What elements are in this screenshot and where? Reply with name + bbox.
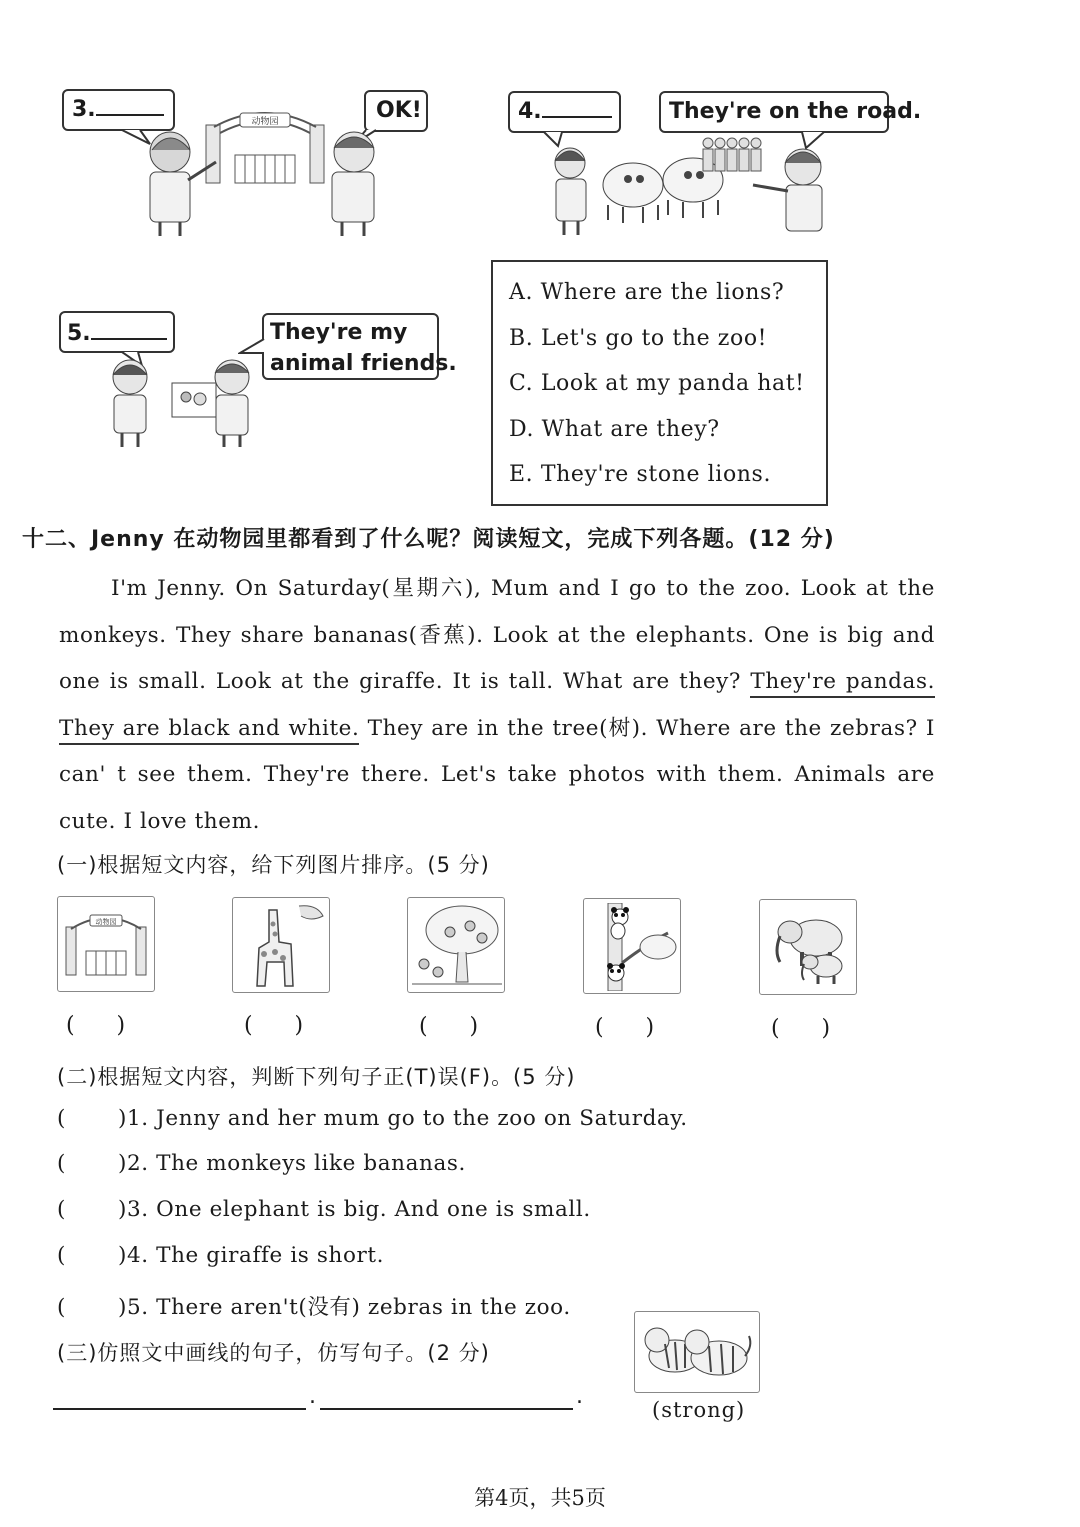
rewrite-blank-1[interactable] [53, 1408, 306, 1410]
page-footer: 第4页，共5页 [474, 1486, 606, 1510]
part-3-title: (三)仿照文中画线的句子，仿写句子。(2 分) [57, 1341, 490, 1365]
passage-line-6: cute. I love them. [59, 808, 261, 834]
option-c: C. Look at my panda hat! [509, 371, 805, 396]
option-a: A. Where are the lions? [509, 280, 785, 305]
pandas-in-tree-icon [588, 903, 678, 991]
tf-item-3[interactable]: ( )3. One elephant is big. And one is small. [57, 1197, 591, 1222]
picture-giraffe [232, 897, 330, 993]
boy-illustration [318, 128, 388, 238]
monkeys-in-tree-icon [412, 902, 502, 990]
dialogue-3-answer-blank[interactable] [96, 114, 164, 116]
passage-line-4-text: They are in the tree(树). Where are the zebras? I [359, 715, 935, 741]
children-with-animal-picture-illustration [100, 355, 260, 450]
dialogue-4-number: 4. [518, 99, 542, 124]
tf-item-4[interactable]: ( )4. The giraffe is short. [57, 1243, 385, 1268]
giraffe-icon [239, 902, 325, 990]
tf-item-5[interactable]: ( )5. There aren't(没有) zebras in the zoo. [57, 1295, 571, 1320]
passage-line-2: monkeys. They share bananas(香蕉). Look at the elephants. One is big and [59, 622, 935, 648]
rewrite-period-2: . [576, 1384, 583, 1409]
dialogue-4-reply-bubble [659, 91, 922, 133]
passage-line-5: can' t see them. They're there. Let's take photos with them. Animals are [59, 762, 935, 787]
passage-line-3-text: one is small. Look at the giraffe. It is tall. What are they? [59, 669, 742, 694]
picture-tigers [634, 1311, 760, 1393]
tf-item-2[interactable]: ( )2. The monkeys like bananas. [57, 1151, 466, 1176]
zoo-gate-icon-sign: 动物园 [95, 918, 117, 926]
lion-dance-parade-illustration [548, 135, 828, 240]
dialogue-4-number-bubble [508, 91, 621, 133]
picture-pandas-in-tree [583, 898, 681, 994]
picture-zoo-gate [57, 896, 155, 992]
zoo-gate-sign: 动物园 [251, 117, 279, 127]
passage-line-3 [59, 659, 935, 706]
reading-passage [59, 566, 935, 845]
section-12-heading: 十二、Jenny 在动物园里都看到了什么呢？阅读短文，完成下列各题。(12 分) [22, 527, 835, 552]
dialogue-3-number: 3. [72, 97, 96, 122]
part-1-title: (一)根据短文内容，给下列图片排序。(5 分) [57, 853, 490, 877]
elephants-icon [764, 906, 854, 990]
dialogue-5-reply-line2: animal friends. [270, 351, 457, 376]
tigers-icon [639, 1316, 755, 1388]
dialogue-5-reply-line1: They're my [270, 320, 408, 345]
dialogue-4-reply: They're on the road. [669, 99, 922, 124]
option-d: D. What are they? [509, 416, 720, 442]
order-answer-5[interactable]: ( ) [771, 1016, 831, 1041]
rewrite-period-1: . [309, 1384, 316, 1409]
dialogue-3-number-bubble [62, 89, 175, 131]
zoo-gate-icon [62, 911, 150, 977]
tf-item-1[interactable]: ( )1. Jenny and her mum go to the zoo on Saturday. [57, 1106, 688, 1131]
dialogue-5-number-bubble [59, 311, 175, 353]
order-answer-2[interactable]: ( ) [244, 1013, 304, 1038]
part-2-title: (二)根据短文内容，判断下列句子正(T)误(F)。(5 分) [57, 1065, 576, 1089]
underlined-sentence-1: They're pandas. [750, 669, 935, 698]
girl-pointing-illustration [140, 128, 220, 238]
option-b: B. Let's go to the zoo! [509, 325, 768, 351]
dialogue-5-reply-bubble [262, 313, 457, 380]
passage-line-4 [59, 706, 935, 753]
picture-elephants [759, 899, 857, 995]
order-answer-3[interactable]: ( ) [419, 1014, 479, 1039]
passage-line-1: I'm Jenny. On Saturday(星期六), Mum and I go to the zoo. Look at the [111, 576, 935, 601]
rewrite-hint: (strong) [652, 1398, 746, 1422]
order-answer-1[interactable]: ( ) [66, 1013, 126, 1038]
dialogue-4-answer-blank[interactable] [542, 116, 612, 118]
underlined-sentence-2: They are black and white. [59, 716, 359, 745]
rewrite-blank-2[interactable] [320, 1408, 573, 1410]
dialogue-3-reply-bubble [364, 90, 428, 132]
option-e: E. They're stone lions. [509, 462, 772, 487]
dialogue-5-number: 5. [67, 321, 91, 346]
answer-options-box [491, 260, 828, 506]
order-answer-4[interactable]: ( ) [595, 1015, 655, 1040]
dialogue-5-answer-blank[interactable] [91, 338, 167, 340]
dialogue-3-reply: OK! [376, 98, 422, 123]
picture-monkeys-in-tree [407, 897, 505, 993]
